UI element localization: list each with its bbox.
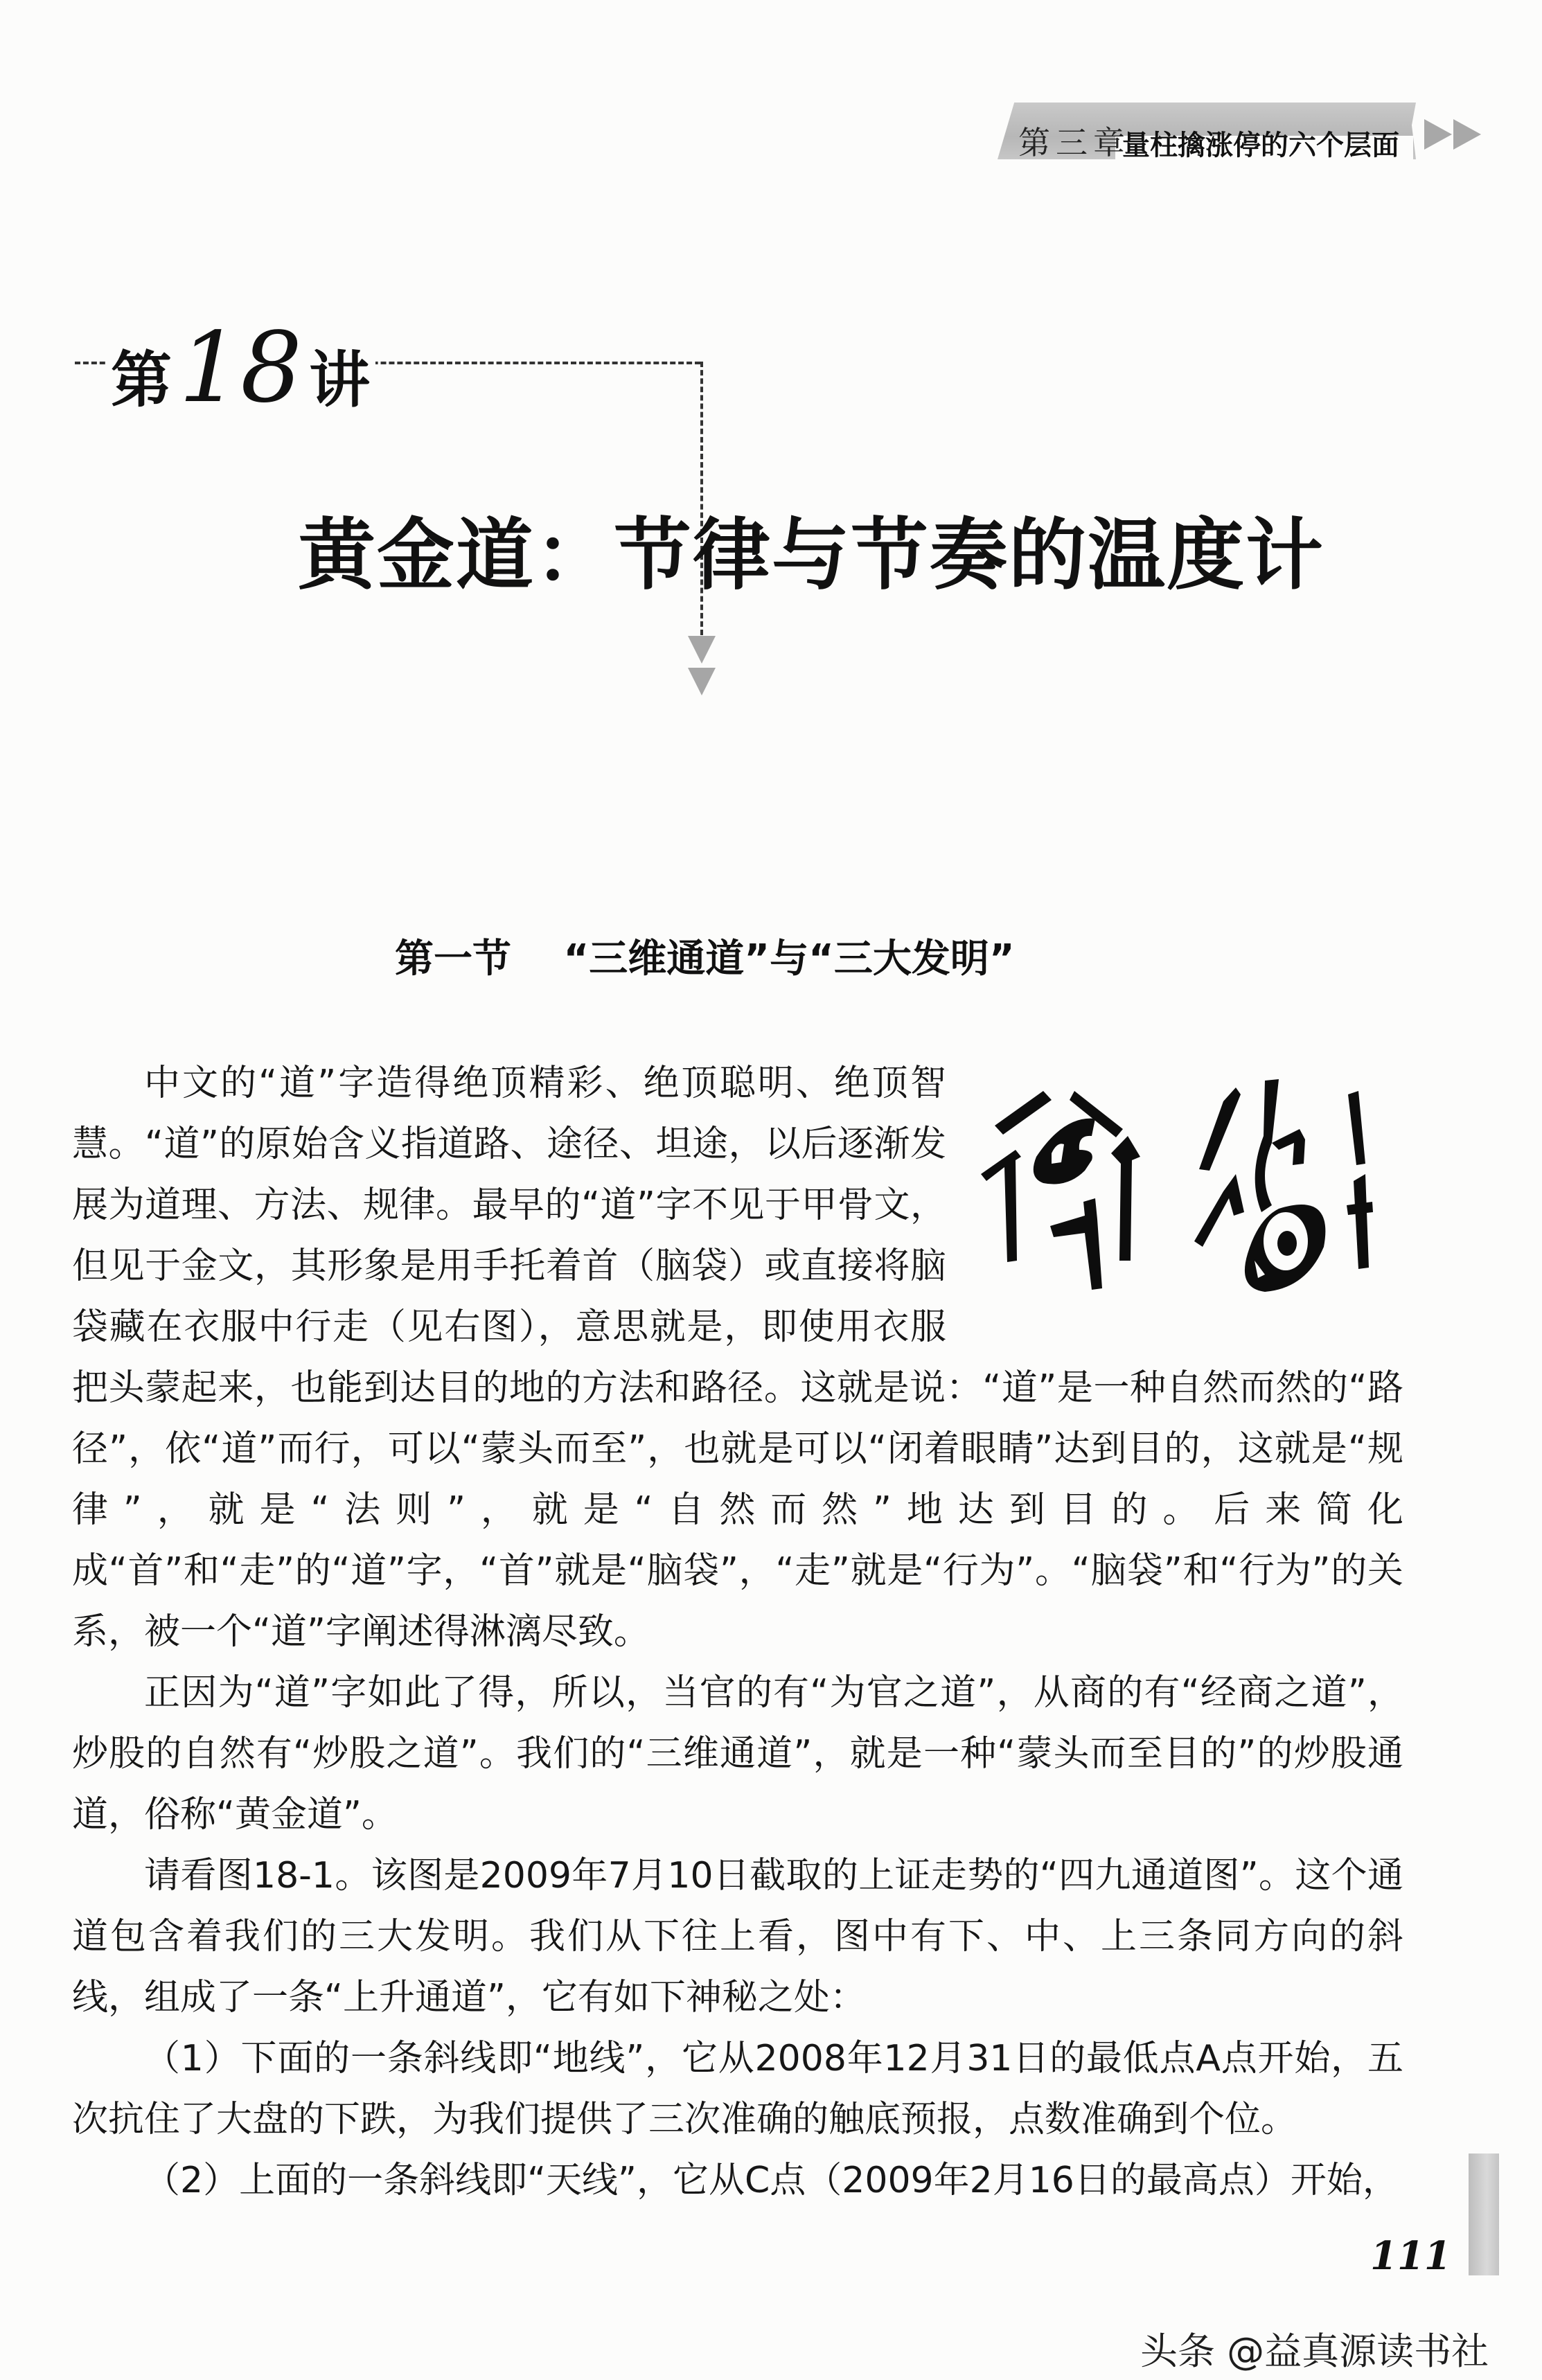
lecture-label xyxy=(105,312,375,425)
bronze-script-dao-glyphs-icon xyxy=(974,1060,1403,1304)
paragraph-5: （2）上面的一条斜线即“天线”，它从C点（2009年2月16日的最高点）开始， xyxy=(144,2160,1399,2201)
figure-dao-glyphs xyxy=(974,1060,1403,1304)
body-text xyxy=(72,1053,1403,2211)
lecture-suffix: 讲 xyxy=(309,344,371,416)
page-edge-tab xyxy=(1469,2153,1499,2275)
lecture-title: 黄金道：节律与节奏的温度计 xyxy=(298,510,1324,601)
lecture-number: 18 xyxy=(179,312,303,425)
page-number: 111 xyxy=(1370,2233,1451,2279)
paragraph-3: 请看图18-1。该图是2009年7月10日截取的上证走势的“四九通道图”。这个通道包含着我们的三大发明。我们从下往上看，图中有下、中、上三条同方向的斜线，组成了一条“上升通道”，它有如下神秘之处： xyxy=(72,1855,1403,2018)
watermark: 头条 @益真源读书社 xyxy=(1140,2329,1489,2373)
double-right-triangle-icon xyxy=(1424,119,1481,152)
paragraph-1: 中文的“道”字造得绝顶精彩、绝顶聪明、绝顶智慧。“道”的原始含义指道路、途径、坦途，以后逐渐发展为道理、方法、规律。最早的“道”字不见于甲骨文，但见于金文，其形象是用手托着首（脑袋）或直接将脑袋藏在衣服中行走（见右图），意思就是，即使用衣服把头蒙起来，也能到达目的地的方法和路径。这就是说：“道”是一种自然而然的“路径”，依“道”而行，可以“蒙头而至”，也就是可以“闭着眼睛”达到目的，这就是“规律”，就是“法则”，就是“自然而然”地达到目的。后来简化成“首”和“走”的“道”字，“首”就是“脑袋”，“走”就是“行为”。“脑袋”和“行为”的关系，被一个“道”字阐述得淋漓尽致。 xyxy=(72,1063,1403,1653)
running-header-chapter-title: 量柱擒涨停的六个层面 xyxy=(1122,130,1399,161)
down-triangle-icon xyxy=(688,636,716,695)
paragraph-2: 正因为“道”字如此了得，所以，当官的有“为官之道”，从商的有“经商之道”，炒股的自然有“炒股之道”。我们的“三维通道”，就是一种“蒙头而至目的”的炒股通道，俗称“黄金道”。 xyxy=(72,1672,1403,1836)
lecture-prefix: 第 xyxy=(111,344,172,416)
running-header-chapter: 第三章 xyxy=(1018,124,1131,161)
section-heading: 第一节 “三维通道”与“三大发明” xyxy=(395,936,1015,982)
paragraph-4: （1）下面的一条斜线即“地线”，它从2008年12月31日的最低点A点开始，五次抗住了大盘的下跌，为我们提供了三次准确的触底预报，点数准确到个位。 xyxy=(72,2038,1403,2140)
